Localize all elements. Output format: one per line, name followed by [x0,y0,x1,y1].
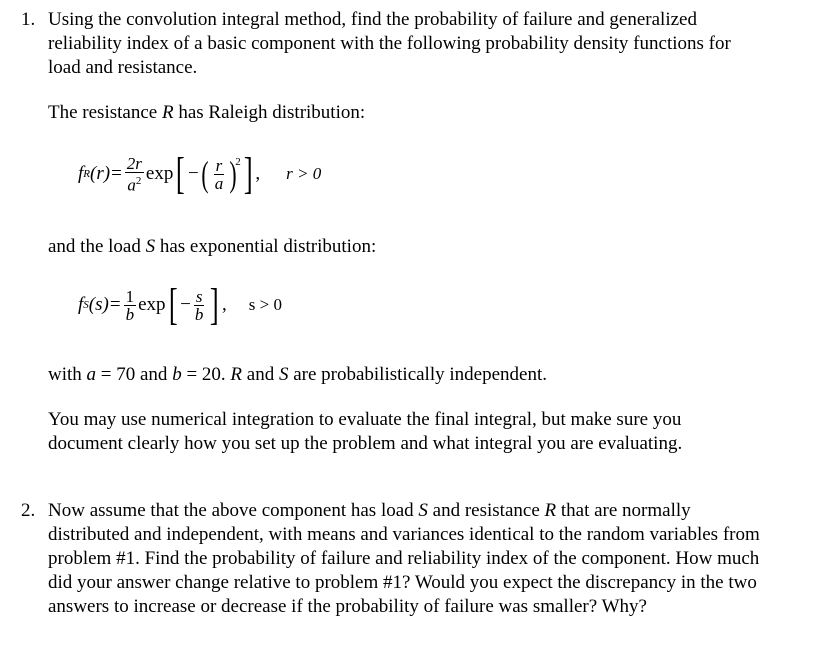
numerical-note [48,408,808,456]
paren: ( [201,154,209,194]
text-line: You may use numerical integration to evaluate the final integral, but make sure you [48,409,682,430]
denominator: b [194,304,204,324]
bracket: ] [210,280,220,329]
text: has Raleigh distribution: [173,102,366,123]
variable: b [172,364,182,385]
fraction [125,155,144,194]
text: The resistance [48,102,162,123]
denominator: b [125,304,135,324]
variable: a [86,364,97,385]
text: that are normally [556,500,691,521]
fraction [124,288,137,323]
eq-symbol: , [222,294,227,315]
numerator: 1 [125,286,135,306]
eq-symbol: f [78,163,84,184]
variable: R [230,364,243,385]
text-line: answers to increase or decrease if the probability of failure was smaller? Why? [48,596,647,617]
eq-symbol: , [255,163,261,184]
variable: S [418,500,428,521]
eq-symbol: − [188,163,199,184]
eq-symbol: = [111,163,122,184]
equation-resistance-pdf [78,149,322,198]
denominator: a [127,175,136,195]
problem-1-intro [48,8,808,80]
text: and resistance [427,500,545,521]
bracket: ] [243,149,253,198]
eq-symbol: R [83,168,91,180]
variable: S [145,236,156,257]
eq-symbol: f [78,294,84,315]
bracket: [ [176,149,186,198]
problem-number: 2. [21,500,36,521]
text-line: distributed and independent, with means and variances identical to the random variables from [48,524,760,545]
text: are probabilistically independent. [288,364,547,385]
variable: R [161,102,174,123]
text: has exponential distribution: [155,236,377,257]
problem-number: 1. [21,9,36,30]
text-line: document clearly how you set up the problem and what integral you are evaluating. [48,433,683,454]
eq-symbol: (r) [90,163,111,184]
paren: ) [229,154,237,194]
load-statement [48,235,808,259]
problem-2-text [48,499,808,619]
denominator: a [214,173,224,193]
resistance-statement [48,101,808,125]
eq-symbol: (s) [88,294,109,315]
text-line: did your answer change relative to problem #1? Would you expect the discrepancy in the two [48,572,757,593]
equation-load-pdf [78,280,282,329]
parameters-statement [48,363,808,387]
text: and [242,364,279,385]
text-line [48,499,808,523]
exponent: 2 [235,156,241,168]
eq-symbol: S [83,299,89,311]
exponent: 2 [135,174,142,187]
eq-symbol: exp [145,163,174,184]
eq-symbol: exp [138,294,166,315]
eq-condition: r > 0 [286,164,322,183]
text: Now assume that the above component has load [48,500,419,521]
text: = 70 and [96,364,173,385]
bracket: [ [168,280,178,329]
numerator: r [215,155,223,175]
text-line: problem #1. Find the probability of failure and reliability index of the component. How much [48,548,760,569]
eq-symbol: = [109,294,121,315]
text: with [48,364,87,385]
numerator: s [195,286,203,306]
fraction [213,157,226,192]
text-line: load and resistance. [48,57,198,78]
eq-symbol: − [180,294,191,315]
text: = 20. [181,364,231,385]
text-line: reliability index of a basic component with the following probability density functions for [48,33,731,54]
numerator: 2r [126,153,142,173]
text-line: Using the convolution integral method, find the probability of failure and generalized [48,9,697,30]
variable: R [544,500,557,521]
eq-condition: s > 0 [248,295,282,314]
text: and the load [48,236,146,257]
variable: S [278,364,289,385]
fraction [193,288,206,323]
